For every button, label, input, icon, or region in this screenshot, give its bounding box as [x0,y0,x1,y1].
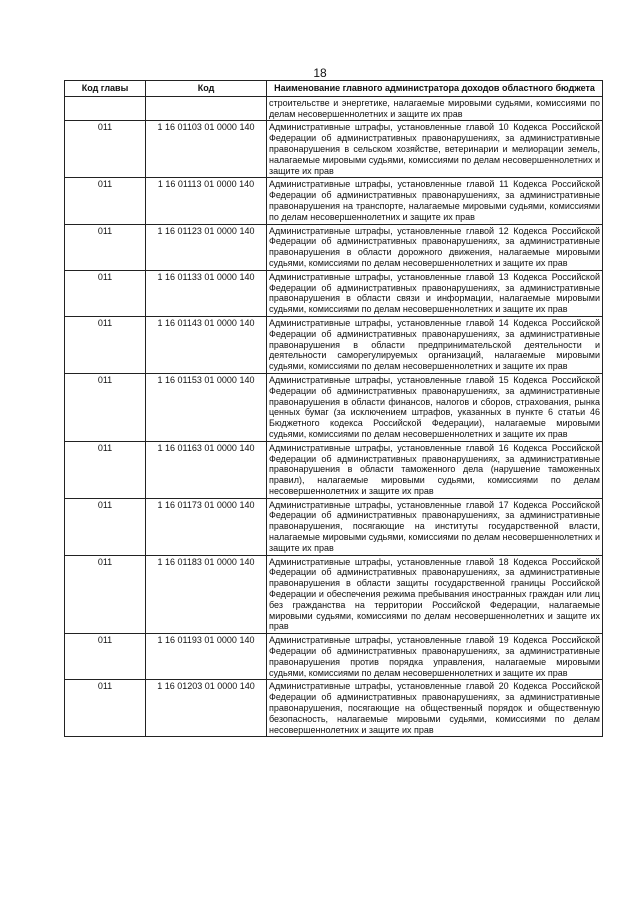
description-cell: Административные штрафы, установленные главой 14 Кодекса Российской Федерации об административных правонарушениях, за административные правонарушения в области предпринимательской деятельности и деятельности саморегулируемых организаций, налагаемые мировыми судьями, комиссиями по делам несовершеннолетних и защите их прав [267,316,603,373]
chapter-code-cell: 011 [65,498,146,555]
revenue-code-cell: 1 16 01173 01 0000 140 [146,498,267,555]
header-name: Наименование главного администратора доходов областного бюджета [267,81,603,97]
revenue-code-cell: 1 16 01143 01 0000 140 [146,316,267,373]
revenue-code-cell: 1 16 01183 01 0000 140 [146,555,267,634]
revenue-code-cell: 1 16 01163 01 0000 140 [146,441,267,498]
chapter-code-cell: 011 [65,178,146,224]
header-chapter-code: Код главы [65,81,146,97]
description-cell: Административные штрафы, установленные главой 19 Кодекса Российской Федерации об административных правонарушениях, за административные правонарушения против порядка управления, налагаемые мировыми судьями, комиссиями по делам несовершеннолетних и защите их прав [267,634,603,680]
revenue-code-cell: 1 16 01133 01 0000 140 [146,270,267,316]
page-number: 18 [313,66,327,80]
table-row [65,373,603,441]
description-cell: Административные штрафы, установленные главой 11 Кодекса Российской Федерации об административных правонарушениях, за административные правонарушения на транспорте, налагаемые мировыми судьями, комиссиями по делам несовершеннолетних и защите их прав [267,178,603,224]
description-cell: Административные штрафы, установленные главой 12 Кодекса Российской Федерации об административных правонарушениях, за административные правонарушения в области дорожного движения, налагаемые мировыми судьями, комиссиями по делам несовершеннолетних и защите их прав [267,224,603,270]
continuation-empty-chapter [65,96,146,121]
description-cell: Административные штрафы, установленные главой 18 Кодекса Российской Федерации об административных правонарушениях, за административные правонарушения в области защиты государственной границы Российской Федерации и обеспечения режима пребывания иностранных граждан или лиц без гражданства на территории Российской Федерации, налагаемые мировыми судьями, комиссиями по делам несовершеннолетних и защите их прав [267,555,603,634]
description-cell: Административные штрафы, установленные главой 20 Кодекса Российской Федерации об административных правонарушениях, за административные правонарушения, посягающие на общественный порядок и общественную безопасность, налагаемые мировыми судьями, комиссиями по делам несовершеннолетних и защите их прав [267,680,603,737]
continuation-text: строительстве и энергетике, налагаемые мировыми судьями, комиссиями по делам несовершеннолетних и защите их прав [267,96,603,121]
table-row [65,441,603,498]
chapter-code-cell: 011 [65,555,146,634]
table-header-row [65,81,603,97]
table-row [65,224,603,270]
chapter-code-cell: 011 [65,680,146,737]
chapter-code-cell: 011 [65,373,146,441]
revenue-codes-table [64,80,603,737]
table-row [65,634,603,680]
description-cell: Административные штрафы, установленные главой 17 Кодекса Российской Федерации об административных правонарушениях, за административные правонарушения, посягающие на институты государственной власти, налагаемые мировыми судьями, комиссиями по делам несовершеннолетних и защите их прав [267,498,603,555]
description-cell: Административные штрафы, установленные главой 13 Кодекса Российской Федерации об административных правонарушениях, за административные правонарушения в области связи и информации, налагаемые мировыми судьями, комиссиями по делам несовершеннолетних и защите их прав [267,270,603,316]
table-row [65,316,603,373]
table-row [65,498,603,555]
header-code: Код [146,81,267,97]
table-row [65,121,603,178]
revenue-code-cell: 1 16 01193 01 0000 140 [146,634,267,680]
chapter-code-cell: 011 [65,316,146,373]
table-row [65,680,603,737]
description-cell: Административные штрафы, установленные главой 15 Кодекса Российской Федерации об административных правонарушениях, за административные правонарушения в области финансов, налогов и сборов, страхования, рынка ценных бумаг (за исключением штрафов, указанных в пункте 6 статьи 46 Бюджетного кодекса Российской Федерации), налагаемые мировыми судьями, комиссиями по делам несовершеннолетних и защите их прав [267,373,603,441]
revenue-code-cell: 1 16 01113 01 0000 140 [146,178,267,224]
revenue-code-cell: 1 16 01153 01 0000 140 [146,373,267,441]
description-cell: Административные штрафы, установленные главой 10 Кодекса Российской Федерации об административных правонарушениях, за административные правонарушения в сельском хозяйстве, ветеринарии и мелиорации земель, налагаемые мировыми судьями, комиссиями по делам несовершеннолетних и защите их прав [267,121,603,178]
revenue-code-cell: 1 16 01103 01 0000 140 [146,121,267,178]
chapter-code-cell: 011 [65,441,146,498]
chapter-code-cell: 011 [65,270,146,316]
chapter-code-cell: 011 [65,634,146,680]
description-cell: Административные штрафы, установленные главой 16 Кодекса Российской Федерации об административных правонарушениях, за административные правонарушения в области таможенного дела (нарушение таможенных правил), налагаемые мировыми судьями, комиссиями по делам несовершеннолетних и защите их прав [267,441,603,498]
revenue-code-cell: 1 16 01203 01 0000 140 [146,680,267,737]
table-row [65,178,603,224]
chapter-code-cell: 011 [65,224,146,270]
continuation-row [65,96,603,121]
table-row [65,555,603,634]
revenue-code-cell: 1 16 01123 01 0000 140 [146,224,267,270]
chapter-code-cell: 011 [65,121,146,178]
continuation-empty-code [146,96,267,121]
table-row [65,270,603,316]
